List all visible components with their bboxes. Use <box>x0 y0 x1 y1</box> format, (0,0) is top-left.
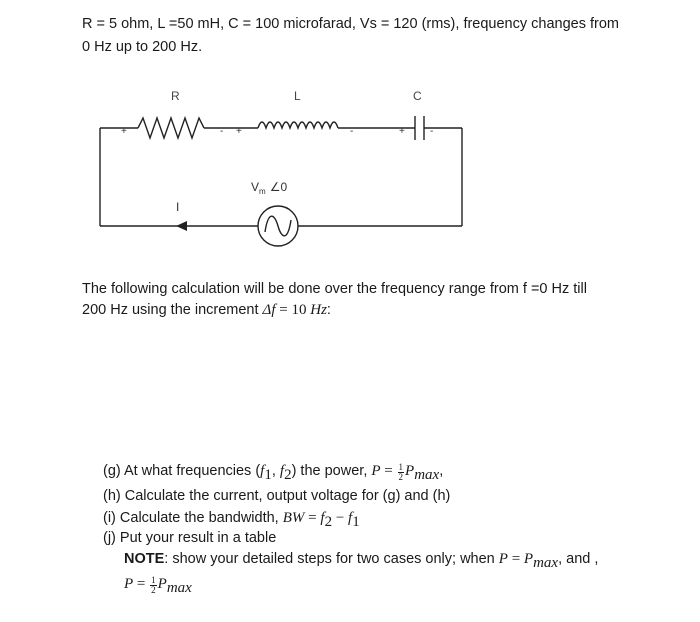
intro-line-1: The following calculation will be done over the frequency range from f =0 Hz till <box>82 281 587 297</box>
question-h: (h) Calculate the current, output voltage for (g) and (h) <box>103 488 451 504</box>
intro-line-2: 200 Hz using the increment Δf = 10 Hz: <box>82 302 331 318</box>
resistor-plus: + <box>121 126 127 137</box>
note-half-power-formula: P = $\frac{1}{2}$ $P_{max}$ <box>124 575 192 596</box>
label-i: I <box>176 200 180 214</box>
label-c: C <box>413 89 422 103</box>
label-r: R <box>171 89 180 103</box>
inductor-plus: + <box>236 126 242 137</box>
source-voltage-label: $V_m$ ∠0 <box>251 180 288 196</box>
problem-statement-line-1: R = 5 ohm, L =50 mH, C = 100 microfarad, Vs = 120 (rms), frequency changes from <box>82 16 620 32</box>
capacitor-minus: - <box>430 126 434 137</box>
resistor-minus: - <box>220 126 224 137</box>
inductor-symbol <box>258 122 338 128</box>
current-arrow-icon <box>176 221 187 231</box>
fraction-one-half: $\frac{1}{2}$ <box>151 575 156 595</box>
label-l: L <box>294 89 301 103</box>
inductor-minus: - <box>350 126 354 137</box>
capacitor-plus: + <box>399 126 405 137</box>
question-j: (j) Put your result in a table <box>103 530 277 546</box>
question-g: (g) At what frequencies ($f_1$, $f_2$) the power, P = $\frac{1}{2}$ $P_{max}$, <box>103 462 444 483</box>
sine-wave-icon <box>265 216 291 236</box>
question-i: (i) Calculate the bandwidth, BW = $f_2 - f_1$ <box>103 510 360 530</box>
resistor-symbol <box>138 118 204 138</box>
fraction-one-half: $\frac{1}{2}$ <box>398 462 404 482</box>
problem-statement-line-2: 0 Hz up to 200 Hz. <box>82 39 203 55</box>
note-line: NOTE: show your detailed steps for two cases only; when $P = P_{max}$, and , <box>124 551 599 571</box>
